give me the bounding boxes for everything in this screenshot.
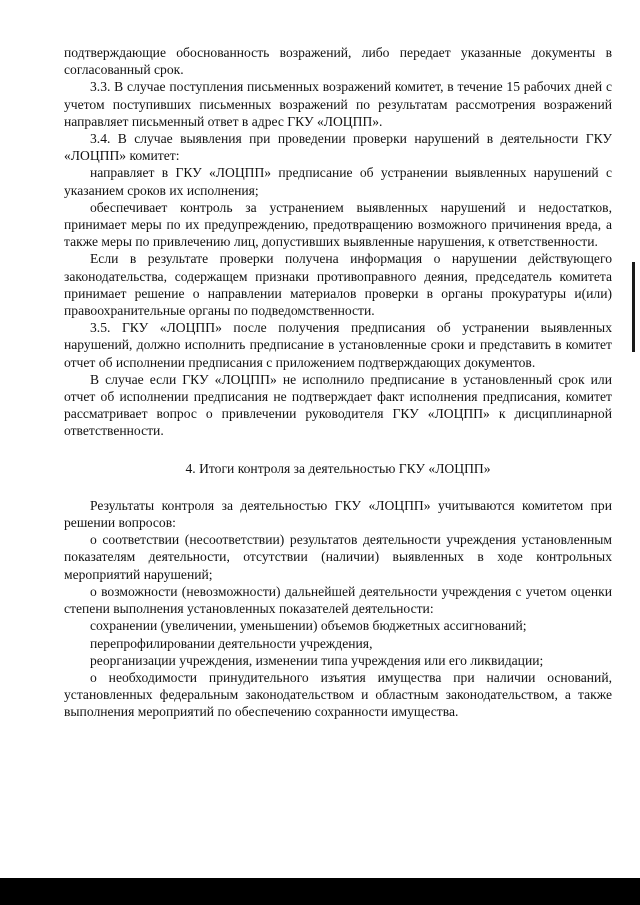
scan-edge-mark	[632, 262, 635, 352]
section-4-item-compliance: о соответствии (несоответствии) результатов деятельности учреждения установленным показателям деятельности, отсутствии (наличии) выявленных в ходе контрольных мероприятий нарушений;	[64, 532, 612, 582]
section-4-subitem-budget: сохранении (увеличении, уменьшении) объемов бюджетных ассигнований;	[90, 618, 527, 634]
paragraph-3-5-noncompliance: В случае если ГКУ «ЛОЦПП» не исполнило предписание в установленный срок или отчет об исполнении предписания не подтверждает факт исполнения предписания, комитет рассматривает вопрос о привлечении руководителя ГКУ «ЛОЦПП» к дисциплинарной ответственности.	[64, 371, 612, 439]
section-4-subitem-reprofiling: перепрофилировании деятельности учреждения,	[90, 635, 373, 651]
section-4-intro: Результаты контроля за деятельностью ГКУ «ЛОЦПП» учитываются комитетом при решении вопросов:	[64, 497, 612, 531]
section-4-item-possibility: о возможности (невозможности) дальнейшей деятельности учреждения с учетом оценки степени выполнения установленных показателей деятельности:	[64, 583, 612, 617]
paragraph-3-4-violation-info: Если в результате проверки получена информация о нарушении действующего законодательства, содержащем признаки противоправного деяния, председатель комитета принимает решение о направлении материалов проверки в органы прокуратуры и(или) правоохранительные органы по подведомственности.	[64, 251, 612, 319]
paragraph-continuation: подтверждающие обоснованность возражений, либо передает указанные документы в согласованный срок.	[64, 45, 612, 78]
section-4-heading: 4. Итоги контроля за деятельностью ГКУ «ЛОЦПП»	[185, 460, 491, 476]
scan-bottom-border	[0, 878, 640, 905]
section-4-subitem-reorganization: реорганизации учреждения, изменении типа учреждения или его ликвидации;	[90, 652, 544, 668]
document-body	[64, 44, 612, 721]
paragraph-3-4-item-2: обеспечивает контроль за устранением выявленных нарушений и недостатков, принимает меры по их предупреждению, предотвращению возможного причинения вреда, а также меры по привлечению лиц, допустивших выявленные нарушения, к ответственности.	[64, 199, 612, 250]
paragraph-3-4: 3.4. В случае выявления при проведении проверки нарушений в деятельности ГКУ «ЛОЦПП» комитет:	[64, 131, 612, 164]
section-4-item-property: о необходимости принудительного изъятия имущества при наличии оснований, установленных федеральным законодательством и областным законодательством, а также выполнения мероприятий по обеспечению сохранности имущества.	[64, 669, 612, 720]
paragraph-3-5: 3.5. ГКУ «ЛОЦПП» после получения предписания об устранении выявленных нарушений, должно исполнить предписание в установленные сроки и представить в комитет отчет об исполнении предписания с приложением подтверждающих документов.	[64, 320, 612, 370]
paragraph-3-4-item-1: направляет в ГКУ «ЛОЦПП» предписание об устранении выявленных нарушений с указанием сроков их исполнения;	[64, 165, 612, 198]
paragraph-3-3: 3.3. В случае поступления письменных возражений комитет, в течение 15 рабочих дней с учетом поступивших письменных возражений по результатам рассмотрения возражений направляет письменный ответ в адрес ГКУ «ЛОЦПП».	[64, 79, 612, 129]
